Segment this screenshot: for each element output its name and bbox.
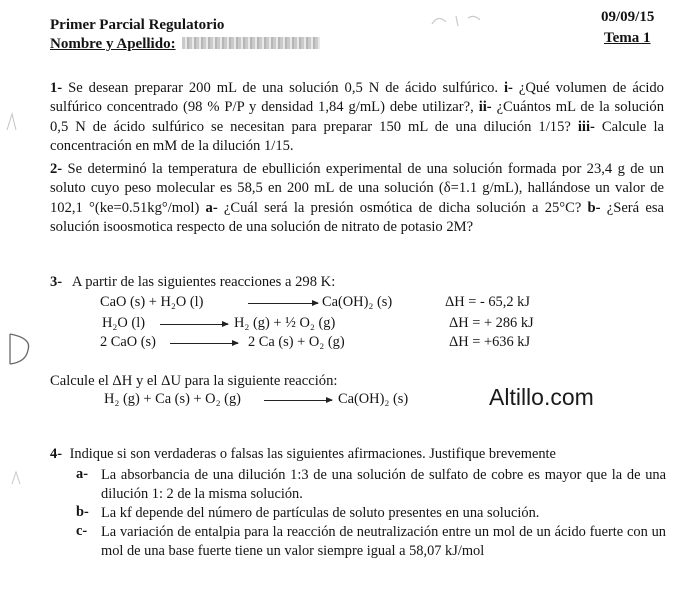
question-1-part-iii: iii- bbox=[577, 118, 595, 135]
name-label: Nombre y Apellido: bbox=[50, 36, 176, 52]
question-2-part-a: a- bbox=[205, 199, 218, 216]
question-1-part-i: i- bbox=[504, 80, 513, 96]
item-b-text: La kf depende del número de partículas de soluto presentes en una solución. bbox=[101, 505, 540, 521]
reaction-3-arrow bbox=[170, 343, 238, 344]
item-b-letter: b- bbox=[76, 504, 89, 520]
question-2-part-b: b- bbox=[587, 199, 601, 216]
item-c-text: La variación de entalpia para la reacción de neutralización entre un mol de un ácido fuerte con un mol de una base fuerte tiene un valor siempre igual a 58,07 kJ/mol bbox=[101, 524, 666, 559]
question-1-text-a: Se desean preparar 200 mL de una solución 0,5 N de ácido sulfúrico. bbox=[68, 80, 499, 96]
redacted-name bbox=[182, 37, 320, 49]
question-4-header bbox=[50, 446, 556, 463]
reaction-3-products: 2 Ca (s) + O₂ (g) bbox=[248, 334, 345, 350]
question-2-text-a: Se determinó la temperatura de ebullición experimental de una solución formada por 23,4 g de un soluto cuyo peso molecular es 58,5 en 200 mL de una solución (δ=1.1 g/mL), hallándose un valor de 102,1 °(ke=0.51kg°/mol) bbox=[50, 161, 664, 216]
question-1-text-b: ¿Qué volumen de ácido sulfúrico concentrado (98 % P/P y densidad 1,84 g/mL) debe utilizar?, bbox=[50, 80, 664, 116]
item-a-letter: a- bbox=[76, 466, 88, 482]
reaction-1-arrow bbox=[248, 303, 318, 304]
question-4-intro: Indique si son verdaderas o falsas las siguientes afirmaciones. Justifique brevemente bbox=[69, 446, 556, 462]
reaction-3-enthalpy: ΔH = +636 kJ bbox=[449, 334, 531, 350]
reaction-2-arrow bbox=[160, 324, 228, 325]
question-1-text-c: ¿Cuántos mL de la solución 0,5 N de ácido sulfúrico se necesitan para preparar 150 mL de una dilución 1/15? bbox=[50, 99, 664, 135]
exam-date: 09/09/15 bbox=[601, 9, 655, 25]
question-1 bbox=[50, 79, 664, 157]
question-2 bbox=[50, 160, 664, 238]
reaction-1-enthalpy: ΔH = - 65,2 kJ bbox=[445, 294, 530, 310]
target-reaction-arrow bbox=[264, 400, 332, 401]
question-1-number: 1- bbox=[50, 80, 63, 96]
question-1-part-ii: ii- bbox=[478, 99, 492, 116]
reaction-2-enthalpy: ΔH = + 286 kJ bbox=[449, 315, 534, 331]
exam-title: Primer Parcial Regulatorio bbox=[50, 17, 225, 33]
question-3-header bbox=[50, 274, 335, 291]
question-3-number: 3- bbox=[50, 274, 63, 290]
item-a-text: La absorbancia de una dilución 1:3 de una solución de sulfato de cobre es mayor que la de una dilución 1: 2 de la misma solución. bbox=[101, 467, 666, 502]
reaction-2-products: H₂ (g) + ½ O₂ (g) bbox=[234, 315, 336, 331]
question-4-number: 4- bbox=[50, 446, 62, 462]
question-2-text-b: ¿Cuál será la presión osmótica de dicha solución a 25°C? bbox=[223, 199, 582, 216]
reaction-1-reactants: CaO (s) + H₂O (l) bbox=[100, 294, 204, 310]
target-reaction-reactants: H₂ (g) + Ca (s) + O₂ (g) bbox=[104, 391, 241, 407]
target-reaction-products: Ca(OH)₂ (s) bbox=[338, 391, 409, 407]
question-2-text-c: ¿Será esa solución isoosmotica respecto de una solución de nitrato de potasio 2M? bbox=[50, 199, 664, 236]
item-c-letter: c- bbox=[76, 523, 88, 539]
reaction-1-products: Ca(OH)₂ (s) bbox=[322, 294, 393, 310]
question-1-text-d: Calcule la concentración en mM de la dilución 1/15. bbox=[50, 118, 664, 155]
pencil-mark-top bbox=[428, 10, 488, 30]
name-field bbox=[50, 36, 320, 53]
question-3-calc: Calcule el ΔH y el ΔU para la siguiente reacción: bbox=[50, 373, 338, 389]
pencil-mark-small bbox=[10, 468, 24, 488]
exam-tema: Tema 1 bbox=[604, 30, 651, 46]
question-3-intro: A partir de las siguientes reacciones a 298 K: bbox=[71, 274, 336, 290]
reaction-2-reactants: H₂O (l) bbox=[102, 315, 145, 331]
question-2-number: 2- bbox=[50, 161, 63, 177]
reaction-3-reactants: 2 CaO (s) bbox=[100, 334, 156, 350]
watermark: Altillo.com bbox=[489, 384, 594, 410]
pencil-mark-d bbox=[4, 330, 34, 370]
pencil-mark-left bbox=[4, 110, 18, 134]
